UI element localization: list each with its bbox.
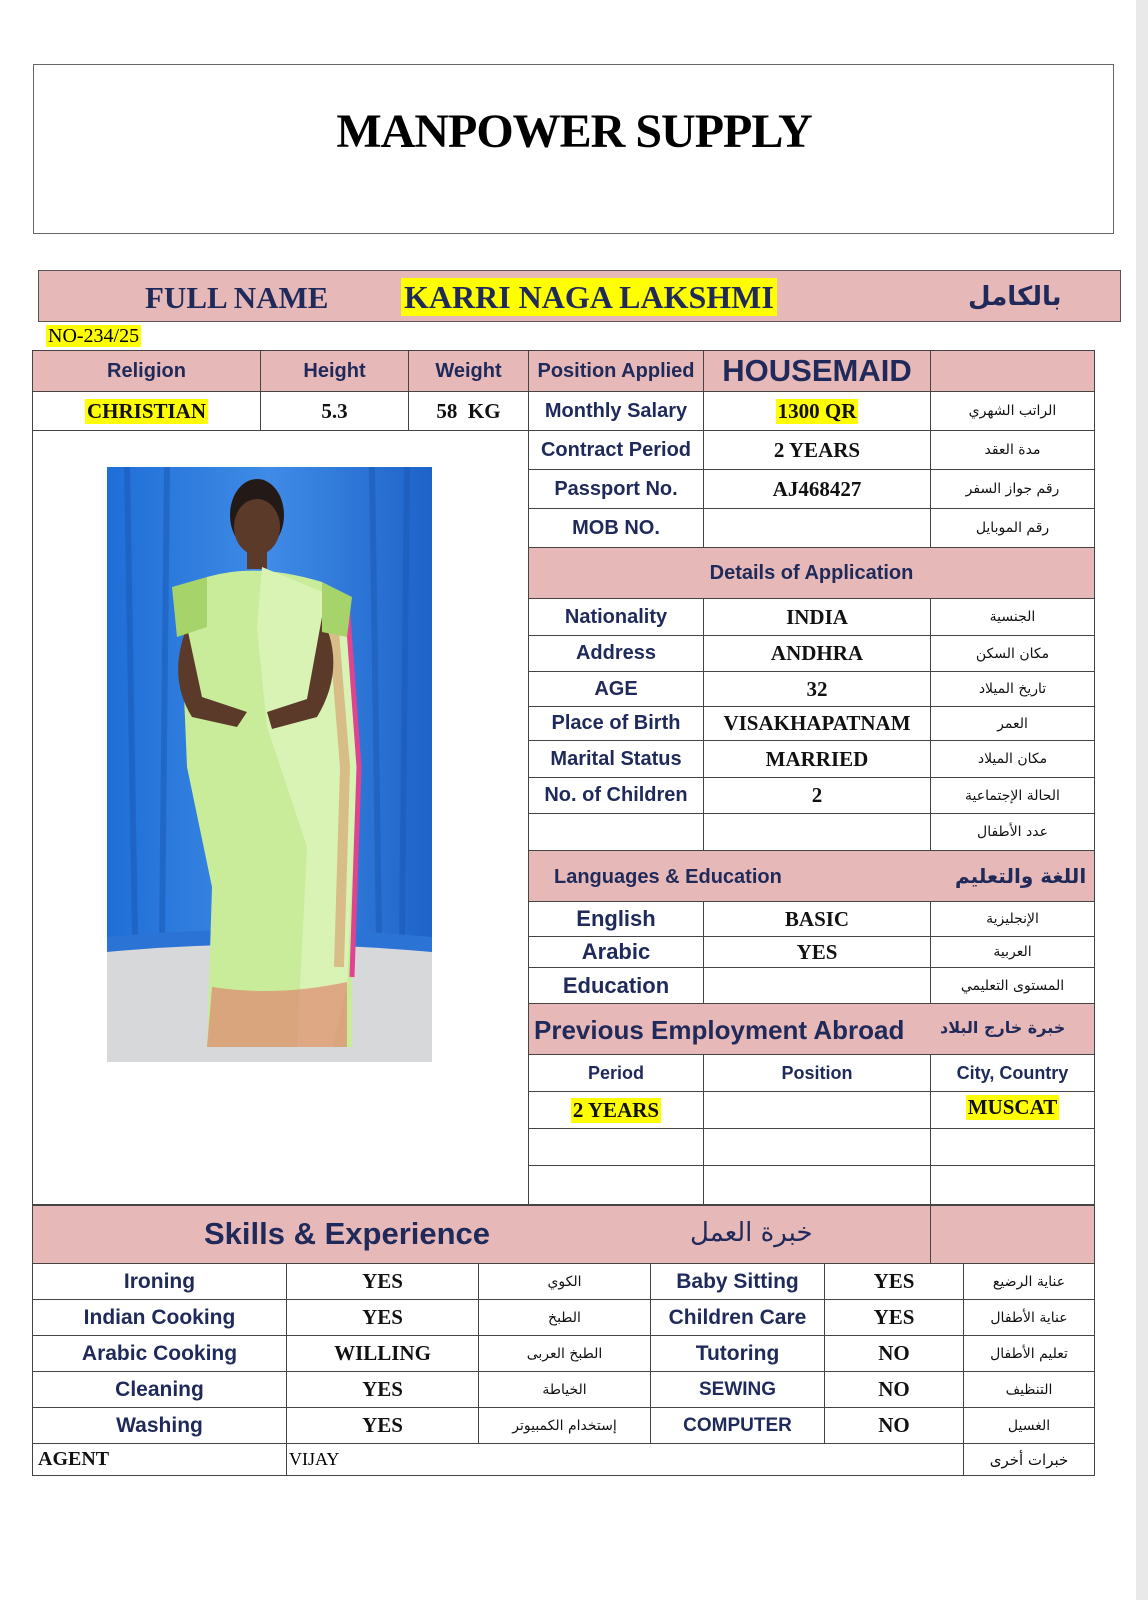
age-label-arabic: تاريخ الميلاد [930,671,1095,707]
employment-header-label: Previous Employment Abroad [534,1015,905,1045]
skill-washing-arabic: إستخدام الكمبيوتر [478,1407,651,1444]
skill-arabic-cooking-arabic: الطبخ العربى [478,1335,651,1372]
contract-label: Contract Period [528,430,704,470]
mobile-label: MOB NO. [528,508,704,548]
age-label: AGE [528,671,704,707]
weight-header: Weight [408,350,529,392]
arabic-value: YES [703,936,931,968]
position-applied-label: Position Applied [528,350,704,392]
skill-computer-arabic: الغسيل [963,1407,1095,1444]
skill-sewing-value: NO [824,1371,964,1408]
marital-status-label-arabic: مكان الميلاد [930,740,1095,778]
education-value [703,967,931,1004]
arabic-label: Arabic [528,936,704,968]
skill-ironing-label: Ironing [32,1263,287,1300]
weight-value: 58 KG [408,391,529,431]
skill-children-care-label: Children Care [650,1299,825,1336]
marital-status-label: Marital Status [528,740,704,778]
contract-label-arabic: مدة العقد [930,430,1095,470]
full-name-label-arabic: بالكامل [968,282,1062,312]
skill-cleaning-label: Cleaning [32,1371,287,1408]
english-label-arabic: الإنجليزية [930,901,1095,937]
skill-baby-sitting-arabic: عناية الرضيع [963,1263,1095,1300]
skill-baby-sitting-label: Baby Sitting [650,1263,825,1300]
full-name-value: KARRI NAGA LAKSHMI [401,278,777,316]
employment-position-value [703,1091,931,1129]
marital-status-value: MARRIED [703,740,931,778]
full-name-label: FULL NAME [145,280,329,315]
skill-tutoring-value: NO [824,1335,964,1372]
children-value: 2 [703,777,931,814]
skill-cleaning-value: YES [286,1371,479,1408]
children-label: No. of Children [528,777,704,814]
skill-arabic-cooking-label: Arabic Cooking [32,1335,287,1372]
skill-baby-sitting-value: YES [824,1263,964,1300]
skill-ironing-value: YES [286,1263,479,1300]
blank-value [703,813,931,851]
document-title: MANPOWER SUPPLY [336,105,812,158]
languages-header-label: Languages & Education [554,866,782,888]
salary-label-arabic: الراتب الشهري [930,391,1095,431]
education-label-arabic: المستوى التعليمي [930,967,1095,1004]
agent-arabic: خبرات أخرى [963,1443,1095,1476]
passport-label-arabic: رقم جواز السفر [930,469,1095,509]
contract-value: 2 YEARS [703,430,931,470]
birthplace-label: Place of Birth [528,706,704,741]
children-label-arabic: الحالة الإجتماعية [930,777,1095,814]
skill-sewing-label: SEWING [650,1371,825,1408]
blank-label-arabic: عدد الأطفال [930,813,1095,851]
blank-label [528,813,704,851]
english-value: BASIC [703,901,931,937]
languages-header-arabic: اللغة والتعليم [955,864,1087,888]
english-label: English [528,901,704,937]
skill-indian-cooking-value: YES [286,1299,479,1336]
skills-header-arabic: خبرة العمل [690,1218,813,1248]
mobile-value [703,508,931,548]
skill-washing-value: YES [286,1407,479,1444]
passport-value: AJ468427 [703,469,931,509]
religion-header: Religion [32,350,261,392]
skill-indian-cooking-arabic: الطبخ [478,1299,651,1336]
height-value: 5.3 [260,391,409,431]
salary-value: 1300 QR [703,391,931,431]
position-applied-arabic [930,350,1095,392]
address-label-arabic: مكان السكن [930,635,1095,672]
age-value: 32 [703,671,931,707]
arabic-label-arabic: العربية [930,936,1095,968]
skill-washing-label: Washing [32,1407,287,1444]
employment-position-header: Position [703,1054,931,1092]
details-header: Details of Application [528,547,1095,599]
employment-empty-cell [703,1165,931,1206]
employment-empty-cell [703,1128,931,1166]
address-value: ANDHRA [703,635,931,672]
passport-label: Passport No. [528,469,704,509]
birthplace-label-arabic: العمر [930,706,1095,741]
employment-period-header: Period [528,1054,704,1092]
skills-header-spare [930,1205,1095,1264]
religion-value: CHRISTIAN [32,391,261,431]
agent-value: VIJAY [286,1443,964,1476]
nationality-value: INDIA [703,598,931,636]
position-applied-value: HOUSEMAID [703,350,931,392]
skill-computer-value: NO [824,1407,964,1444]
mobile-label-arabic: رقم الموبايل [930,508,1095,548]
skill-children-care-value: YES [824,1299,964,1336]
education-label: Education [528,967,704,1004]
skill-children-care-arabic: عناية الأطفال [963,1299,1095,1336]
employment-empty-cell [528,1165,704,1206]
skill-tutoring-label: Tutoring [650,1335,825,1372]
employment-header-arabic: خبرة خارج البلاد [940,1018,1066,1037]
employment-empty-cell [930,1165,1095,1206]
skill-sewing-arabic: التنظيف [963,1371,1095,1408]
skill-cleaning-arabic: الخياطة [478,1371,651,1408]
nationality-label-arabic: الجنسية [930,598,1095,636]
skills-header-label: Skills & Experience [204,1216,491,1251]
employment-period-value: 2 YEARS [528,1091,704,1129]
employment-empty-cell [930,1128,1095,1166]
skill-computer-label: COMPUTER [650,1407,825,1444]
address-label: Address [528,635,704,672]
skill-tutoring-arabic: تعليم الأطفال [963,1335,1095,1372]
employment-city-header: City, Country [930,1054,1095,1092]
reference-number: NO-234/25 [48,325,140,347]
birthplace-value: VISAKHAPATNAM [703,706,931,741]
height-header: Height [260,350,409,392]
nationality-label: Nationality [528,598,704,636]
skill-ironing-arabic: الكوي [478,1263,651,1300]
employment-empty-cell [528,1128,704,1166]
skill-indian-cooking-label: Indian Cooking [32,1299,287,1336]
salary-label: Monthly Salary [528,391,704,431]
candidate-photo [107,467,432,1062]
employment-city-value: MUSCAT [930,1091,1095,1129]
skill-arabic-cooking-value: WILLING [286,1335,479,1372]
agent-label: AGENT [32,1443,287,1476]
